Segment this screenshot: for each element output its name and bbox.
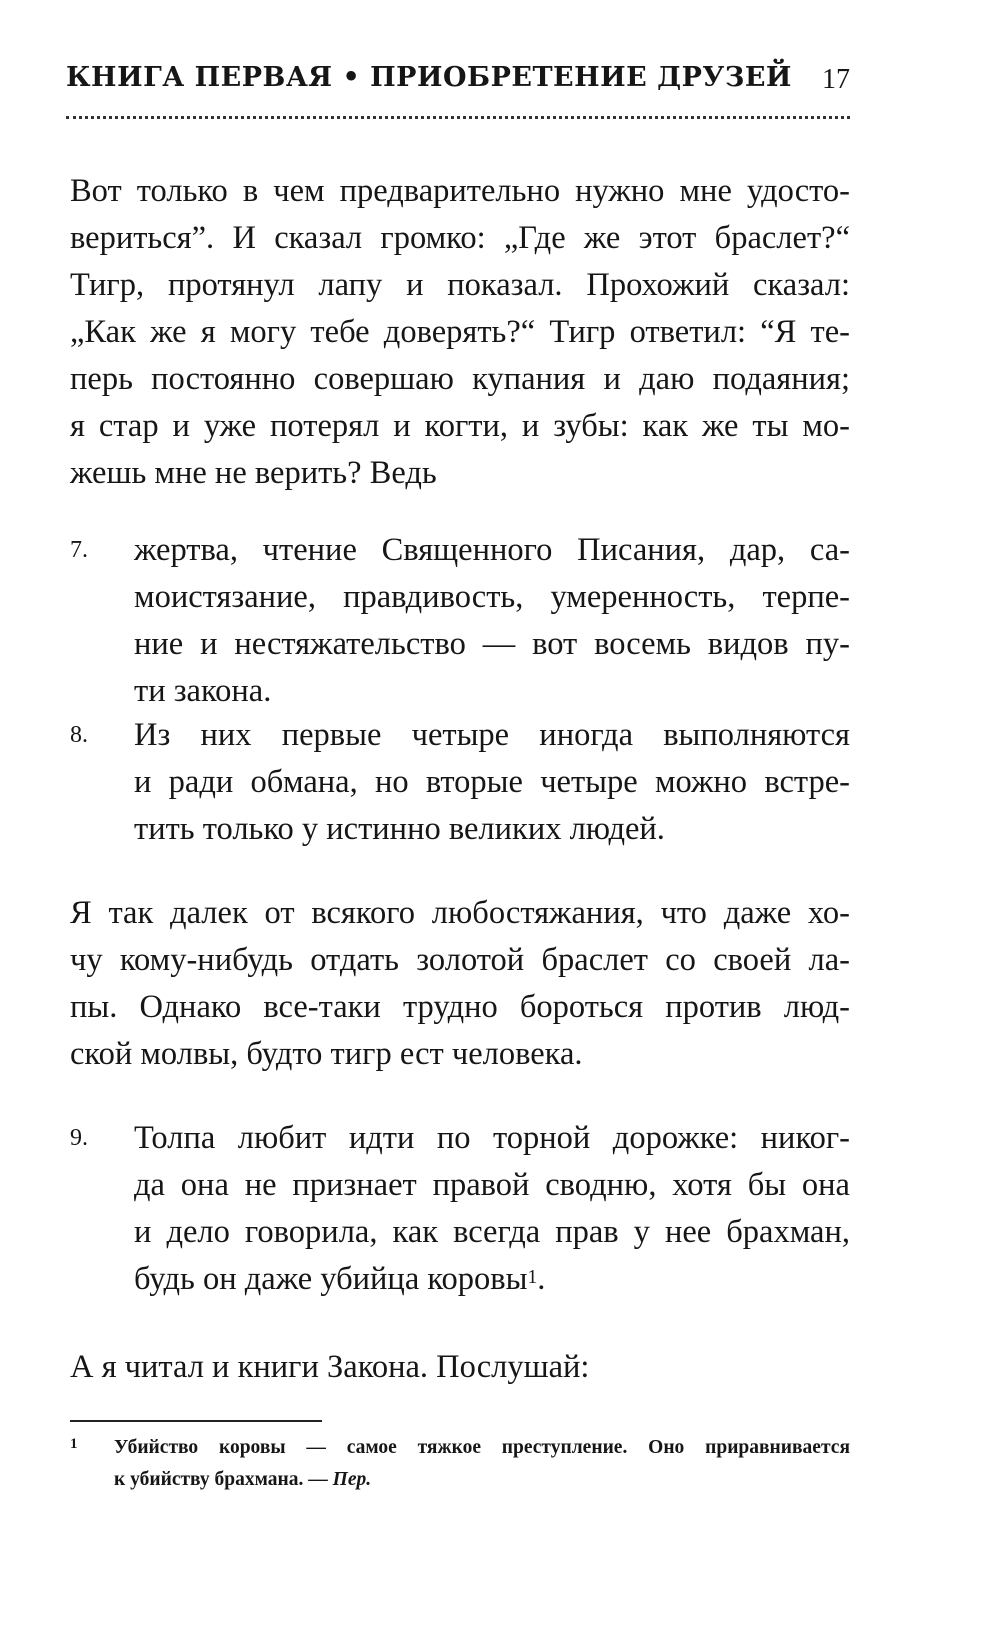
verse-lines [134,712,850,853]
footnote-text [114,1432,850,1496]
verse-number: 8. [70,722,88,748]
verse-line: и дело говорила, как всегда прав у нее брахман, [134,1214,850,1250]
verse-number: 7. [70,537,88,563]
text-line: А я читал и книги Закона. Послушай: [70,1349,590,1385]
verse-line: Толпа любит идти по торной дорожке: никог- [134,1120,850,1156]
footnote-line: к убийству брахмана. — [114,1469,328,1490]
verse-number: 9. [70,1125,88,1151]
verse-line: жертва, чтение Священного Писания, дар, са- [134,532,850,568]
verse-line: да она не признает правой сводню, хотя бы она [134,1167,850,1203]
verse-line: ти закона. [134,673,272,709]
header-dotted-rule [66,116,850,119]
verse-line: ние и нестяжательство — вот восемь видов пу- [134,626,850,662]
text-line: ской молвы, будто тигр ест человека. [70,1036,583,1072]
verse-line: тить только у истинно великих людей. [134,811,665,847]
verse-lines [134,1115,850,1303]
verse-line-last [134,1256,850,1303]
verse-lines [134,527,850,715]
verse-end-punct: . [537,1261,546,1297]
text-line: Вот только в чем предварительно нужно мне удосто- [70,173,850,209]
text-line: чу кому-нибудь отдать золотой браслет со своей ла- [70,942,850,978]
verse-line: моистязание, правдивость, умеренность, терпе- [134,579,850,615]
text-line: жешь мне не верить? Ведь [70,455,437,491]
paragraph-2 [70,890,850,1078]
running-header [66,62,850,102]
verse-line: и ради обмана, но вторые четыре можно встре- [134,764,850,800]
text-line: Я так далек от всякого любостяжания, что даже хо- [70,895,850,931]
text-line: вериться”. И сказал громко: „Где же этот браслет?“ [70,220,850,256]
footnote-line: Убийство коровы — самое тяжкое преступление. Оно приравнивается [114,1437,850,1458]
verse-line: будь он даже убийца коровы [134,1261,528,1297]
text-line: Тигр, протянул лапу и показал. Прохожий сказал: [70,267,850,303]
running-title: КНИГА ПЕРВАЯ • ПРИОБРЕТЕНИЕ ДРУЗЕЙ [66,62,792,93]
footnote-translator-note: Пер. [332,1469,372,1490]
text-line: я стар и уже потерял и когти, и зубы: как же ты мо- [70,408,850,444]
footnote-mark: 1 [70,1436,78,1452]
footnote-rule [70,1420,322,1422]
page-number: 17 [822,64,850,95]
paragraph-1 [70,168,850,497]
footnote-reference: 1 [527,1267,538,1289]
text-line: пы. Однако все-таки трудно бороться против люд- [70,989,850,1025]
paragraph-3 [70,1344,850,1391]
footnote-line-2 [114,1464,850,1496]
verse-line: Из них первые четыре иногда выполняются [134,717,850,753]
text-line: перь постоянно совершаю купания и даю подаяния; [70,361,850,397]
text-line: „Как же я могу тебе доверять?“ Тигр ответил: “Я те- [70,314,850,350]
